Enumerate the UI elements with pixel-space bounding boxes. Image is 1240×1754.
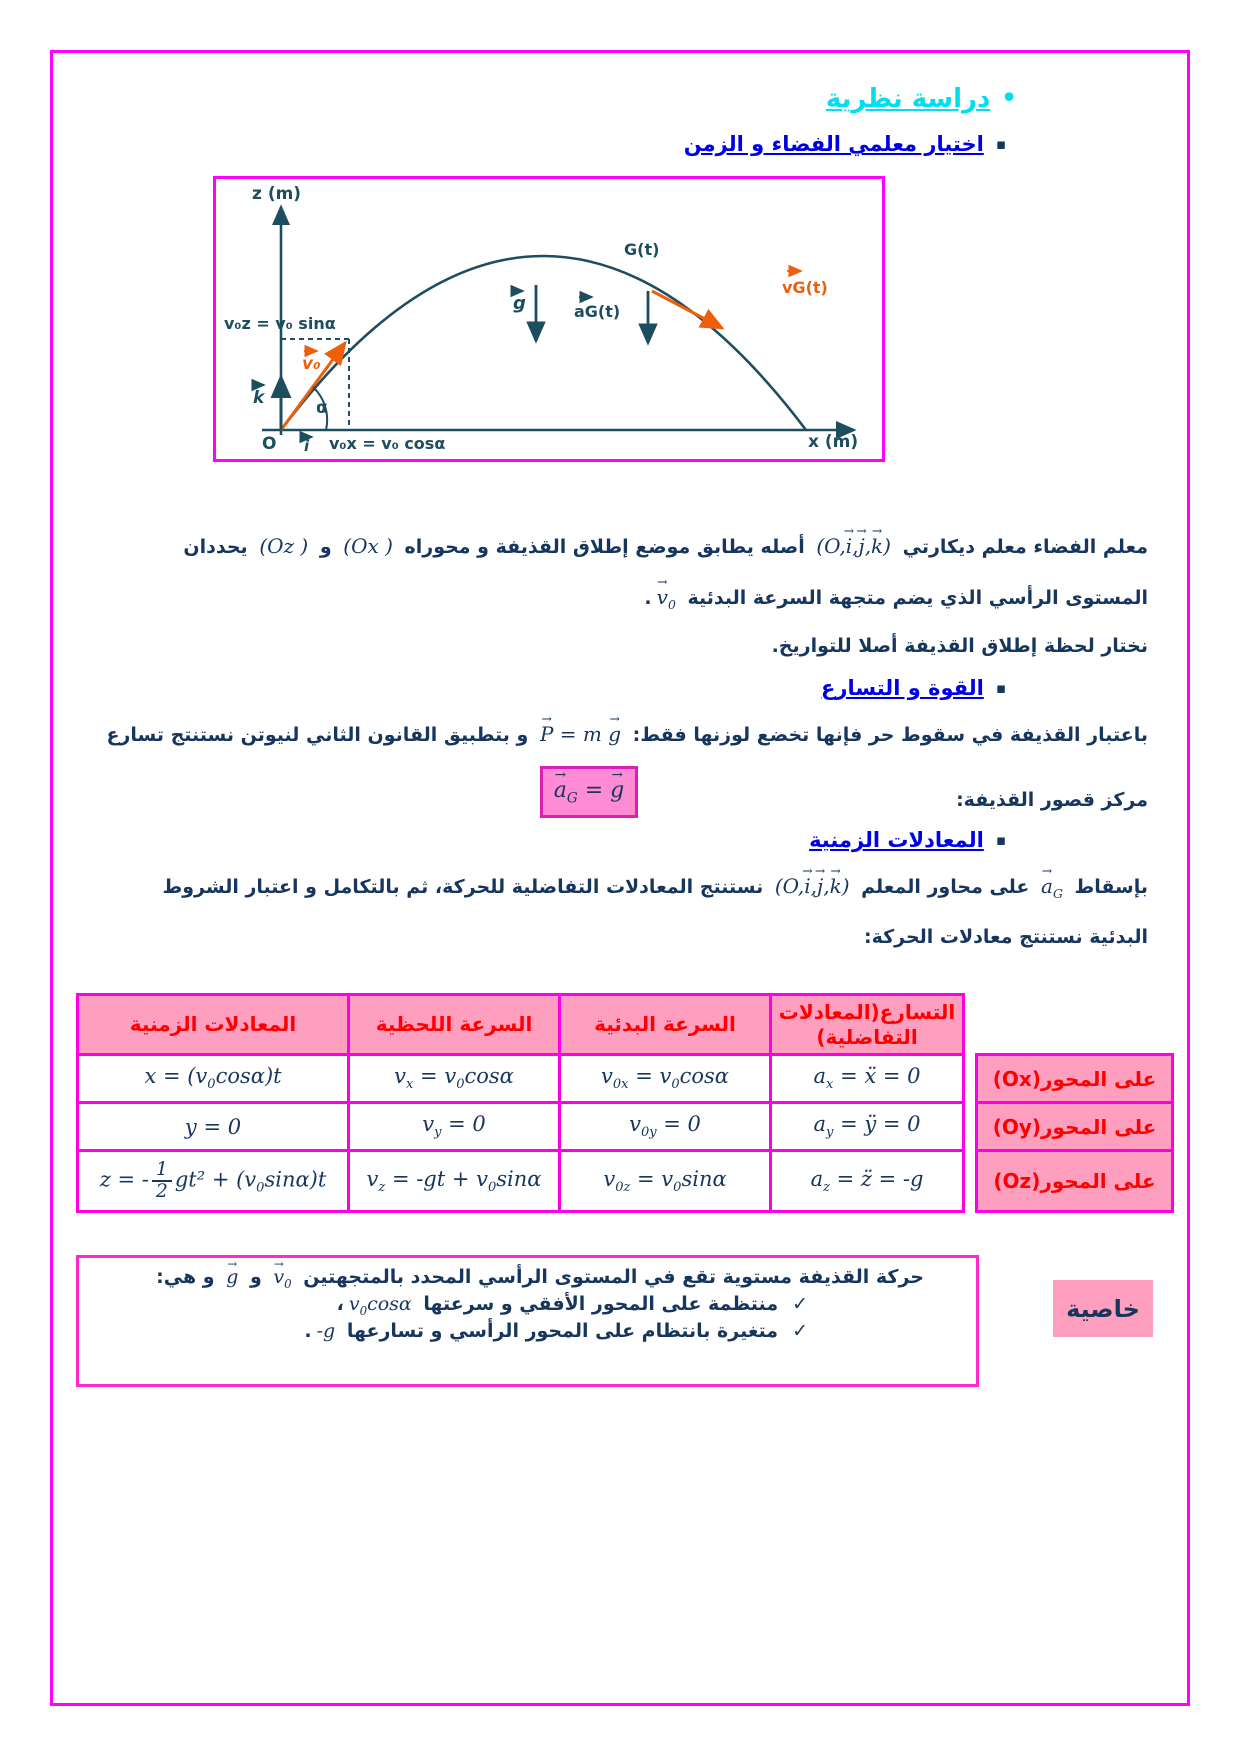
equation: $a_x$ = ẍ = 0 — [813, 1064, 921, 1093]
table-cell — [772, 1056, 962, 1101]
i-unit-label: i — [304, 437, 310, 453]
section-heading-time — [809, 828, 1006, 852]
table-cell — [561, 1104, 769, 1149]
ox-math: (Ox ) — [343, 534, 393, 558]
text-run: باعتبار القذيفة في سقوط حر فإنها تخضع لوزنها فقط: — [626, 724, 1148, 746]
text-run: و — [313, 536, 339, 558]
aG-math: → $a_G$ — [1041, 872, 1063, 903]
table-cell — [772, 1152, 962, 1210]
equation: $v_x = v_0\cos\alpha$ — [394, 1064, 514, 1093]
page-title: دراسة نظرية — [825, 84, 991, 114]
text-run: حركة القذيفة مستوية تقع في المستوى الرأسي المحدد بالمتجهتين — [296, 1266, 924, 1288]
table-cell — [350, 1104, 558, 1149]
check-icon: ✓ — [792, 1292, 808, 1315]
equation: $v_z = -gt + v_0\sin\alpha$ — [366, 1166, 542, 1196]
text-run: . — [644, 587, 652, 609]
motion-equations-table — [76, 993, 965, 1213]
equation: y = 0 — [184, 1114, 242, 1139]
equation: $v_y = 0$ — [422, 1112, 486, 1141]
oz-math: (Oz ) — [259, 534, 309, 558]
text-run: أصله يطابق موضع إطلاق القذيفة و محوراه — [397, 536, 812, 558]
table-cell — [79, 1104, 347, 1149]
paragraph-time-line2: البدئية نستنتج معادلات الحركة: — [863, 926, 1148, 948]
axis-label-column — [975, 1053, 1174, 1213]
axis-row-oy: على المحور(Oy) — [978, 1104, 1171, 1149]
v0x-equation: v₀x = v₀ cosα — [329, 434, 446, 453]
weight-math: → P = m → g — [540, 720, 621, 749]
basis-math: (O,→ i,→ j,→ k) — [816, 532, 891, 561]
table-cell — [350, 1152, 558, 1210]
property-intro — [79, 1258, 976, 1291]
g-math: → g — [226, 1266, 238, 1288]
section-heading-force — [821, 676, 1006, 700]
equation: $x = (v_0\cos\alpha)t$ — [144, 1064, 282, 1093]
paragraph-force — [90, 720, 1148, 750]
aG-label: aG(t) — [574, 302, 621, 321]
trajectory-figure — [213, 176, 885, 462]
trajectory-curve — [281, 256, 806, 430]
paragraph-frame-line3: نختار لحظة إطلاق القذيفة أصلا للتواريخ. — [771, 635, 1148, 657]
minus-g-math: -g — [316, 1319, 336, 1342]
G-point-label: G(t) — [624, 240, 660, 259]
paragraph-time-line1 — [90, 872, 1148, 903]
vG-arrow — [652, 291, 722, 328]
v0-math: → $v_0$ — [273, 1266, 291, 1291]
axis-row-oz: على المحور(Oz) — [978, 1152, 1171, 1210]
text-run: معلم الفضاء معلم ديكارتي — [895, 536, 1148, 558]
bullet-icon: • — [1000, 81, 1018, 116]
square-bullet-icon: ▪ — [995, 830, 1006, 849]
text-run: يحددان — [183, 536, 255, 558]
text-run: نستنتج المعادلات التفاضلية للحركة، ثم بالتكامل و اعتبار الشروط — [162, 876, 770, 898]
v0cos-math: $v_0\cos\alpha$ — [348, 1292, 412, 1318]
trajectory-svg — [216, 179, 876, 453]
check-icon: ✓ — [792, 1319, 808, 1342]
square-bullet-icon: ▪ — [995, 134, 1006, 153]
text-run: بإسقاط — [1067, 876, 1148, 898]
text-run: ، — [336, 1292, 344, 1315]
k-unit-label: k — [253, 388, 265, 408]
x-axis-label: x (m) — [808, 432, 859, 452]
vG-label: vG(t) — [782, 278, 828, 297]
property-item-2 — [79, 1318, 976, 1342]
z-axis-label: z (m) — [252, 184, 302, 204]
text-run: منتظمة على المحور الأفقي و سرعتها — [416, 1292, 779, 1315]
table-cell — [350, 1056, 558, 1101]
equation: $a_z$ = z̈ = -g — [810, 1166, 924, 1196]
axis-row-ox: على المحور(Ox) — [978, 1056, 1171, 1101]
table-cell — [79, 1152, 347, 1210]
square-bullet-icon: ▪ — [995, 678, 1006, 697]
equation: z = - $\frac{1}{2}$ $gt^2 + (v_0\sin\alpha)t$ — [99, 1158, 327, 1202]
paragraph-force-line2: مركز قصور القذيفة: — [956, 789, 1148, 811]
header-initial-velocity: السرعة البدئية — [561, 996, 769, 1053]
aG-equation: → $a_G$ = → g — [554, 778, 625, 806]
paragraph-frame-line1 — [90, 532, 1148, 562]
section-heading-frame — [684, 132, 1006, 156]
text-run: و هي: — [156, 1266, 222, 1288]
text-run: . — [304, 1319, 312, 1342]
g-label: g — [513, 293, 526, 314]
property-tag: خاصية — [1053, 1280, 1153, 1337]
v0-label: v₀ — [302, 354, 321, 374]
property-box — [76, 1255, 979, 1387]
origin-label: O — [262, 434, 277, 453]
text-run: المستوى الرأسي الذي يضم متجهة السرعة البدئية — [680, 587, 1148, 609]
equation: $a_y$ = ÿ = 0 — [813, 1112, 921, 1141]
force-heading: القوة و التسارع — [821, 676, 984, 700]
equation: $v_{0y} = 0$ — [629, 1112, 701, 1141]
header-instant-velocity: السرعة اللحظية — [350, 996, 558, 1053]
table-cell — [79, 1056, 347, 1101]
main-title-row — [825, 81, 1018, 116]
table-cell — [772, 1104, 962, 1149]
subtitle-frame-choice: اختيار معلمي الفضاء و الزمن — [683, 132, 984, 156]
property-item-1 — [79, 1291, 976, 1318]
header-time-equations: المعادلات الزمنية — [79, 996, 347, 1053]
equation: $v_{0x} = v_0\cos\alpha$ — [601, 1064, 729, 1093]
time-heading: المعادلات الزمنية — [809, 828, 984, 852]
equation: $v_{0z} = v_0\sin\alpha$ — [603, 1166, 727, 1196]
v0-math: → $v_0$ — [657, 583, 676, 614]
paragraph-frame-line2 — [90, 583, 1148, 614]
table-cell — [561, 1056, 769, 1101]
text-run: على محاور المعلم — [854, 876, 1037, 898]
header-acceleration: التسارع(المعادلات التفاضلية) — [772, 996, 962, 1053]
acceleration-equation-box — [540, 766, 638, 818]
text-run: و بتطبيق القانون الثاني لنيوتن نستنتج تسارع — [106, 724, 535, 746]
text-run: متغيرة بانتظام على المحور الرأسي و تسارعها — [340, 1319, 779, 1342]
text-run: و — [243, 1266, 269, 1288]
alpha-label: α — [316, 398, 328, 418]
table-cell — [561, 1152, 769, 1210]
basis-math: (O,→ i,→ j,→ k) — [775, 872, 850, 901]
v0z-equation: v₀z = v₀ sinα — [224, 314, 336, 333]
